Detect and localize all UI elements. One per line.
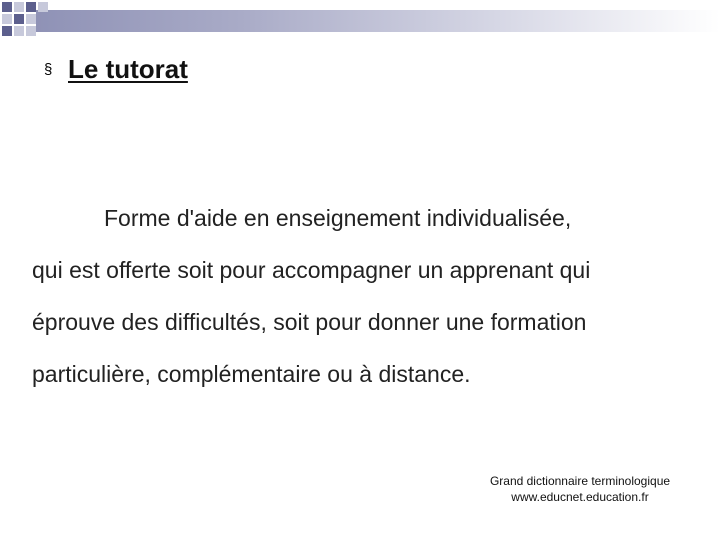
decorative-square <box>26 2 36 12</box>
decorative-square <box>14 26 24 36</box>
decorative-header-band <box>0 0 720 44</box>
source-name: Grand dictionnaire terminologique <box>489 474 671 488</box>
paragraph-line: qui est offerte soit pour accompagner un apprenant qui <box>32 257 591 283</box>
source-citation <box>460 473 700 505</box>
decorative-square <box>26 14 36 24</box>
decorative-square <box>38 2 48 12</box>
decorative-square <box>2 2 12 12</box>
slide-title-row <box>44 52 188 86</box>
paragraph-line: particulière, complémentaire ou à distance. <box>32 361 471 387</box>
slide-title: Le tutorat <box>68 53 188 84</box>
paragraph-line: Forme d'aide en enseignement individualisée, <box>104 205 572 231</box>
definition-paragraph <box>32 192 718 400</box>
header-gradient-bar <box>36 10 720 32</box>
decorative-square <box>26 26 36 36</box>
decorative-square <box>2 14 12 24</box>
decorative-square <box>14 14 24 24</box>
paragraph-line: éprouve des difficultés, soit pour donner une formation <box>32 309 587 335</box>
title-bullet: § <box>44 60 53 78</box>
decorative-square <box>14 2 24 12</box>
decorative-square <box>2 26 12 36</box>
source-url: www.educnet.education.fr <box>511 490 649 504</box>
